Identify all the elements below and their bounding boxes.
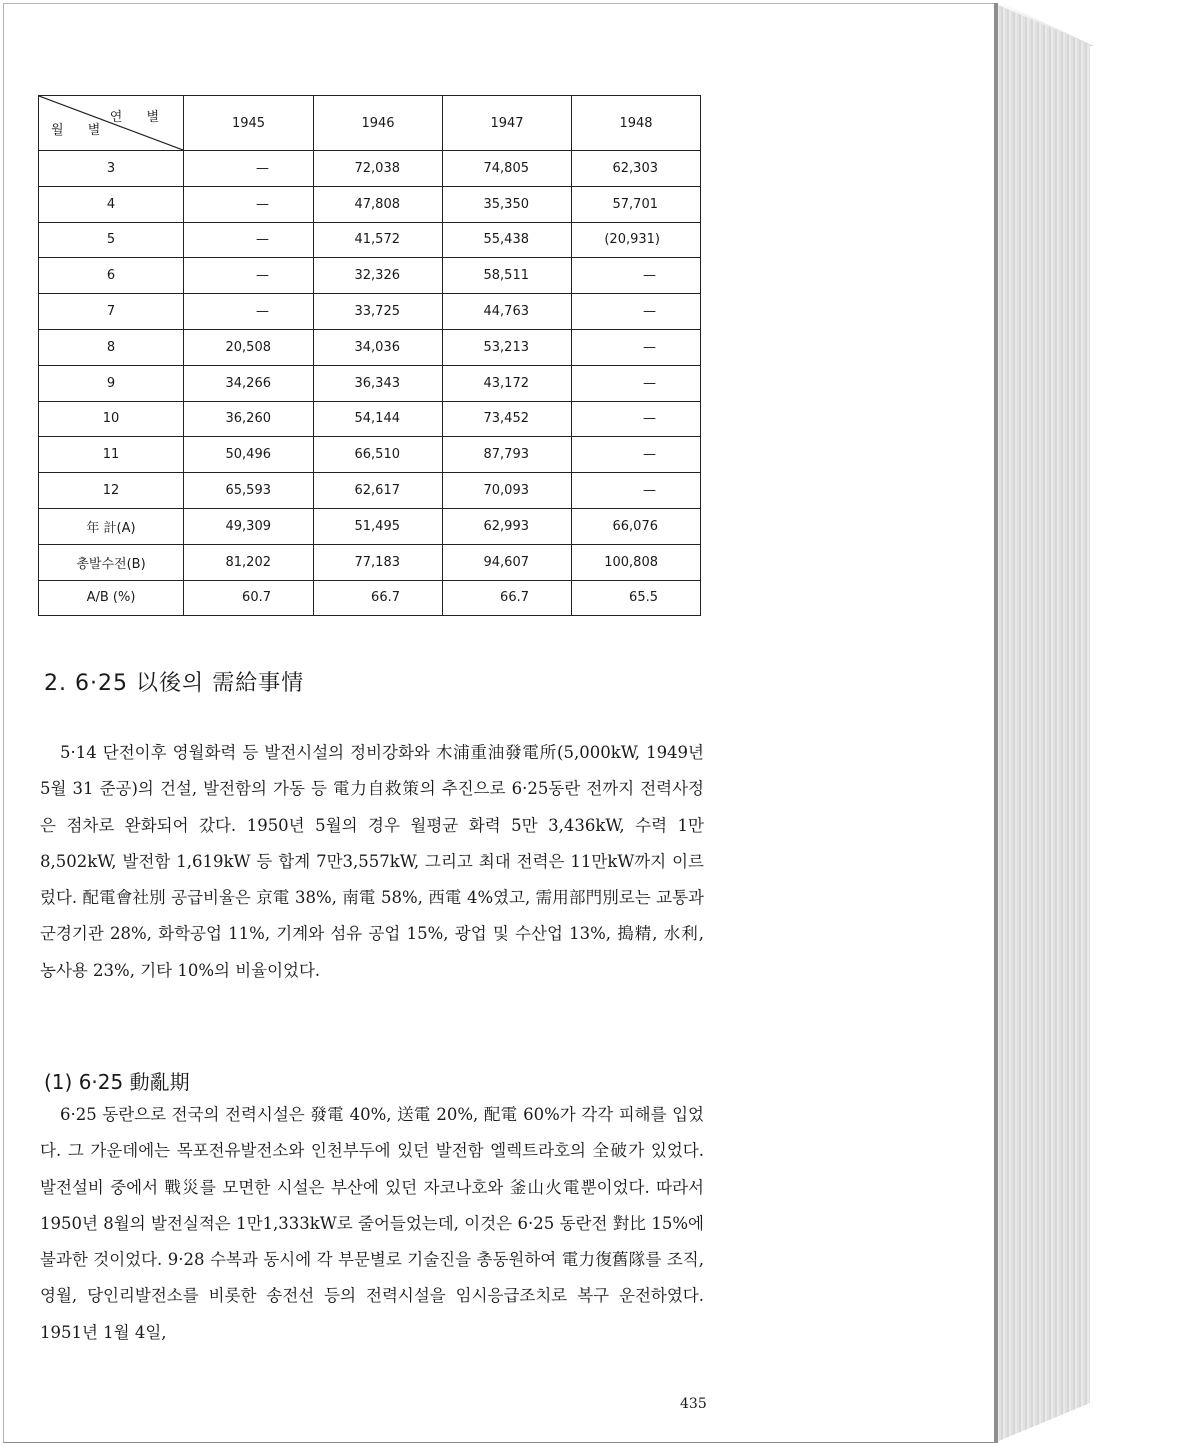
row-label: 12 [39,473,184,509]
row-label: 4 [39,186,184,222]
row-label: 9 [39,365,184,401]
table-cell: 55,438 [443,222,572,258]
row-label: 총발수전(B) [39,544,184,580]
table-cell: (20,931) [572,222,701,258]
table-cell: 57,701 [572,186,701,222]
table-cell: 32,326 [314,258,443,294]
table-cell: 65,593 [184,473,314,509]
table-row [39,258,701,294]
table-cell: 77,183 [314,544,443,580]
section-title: 2. 6·25 以後의 需給事情 [44,671,305,696]
table-cell: — [572,365,701,401]
table-row [39,222,701,258]
corner-year-label: 연 별 [109,110,169,125]
table-cell: 62,617 [314,473,443,509]
page-edge-shadow [994,3,998,1443]
table-cell: 47,808 [314,186,443,222]
year-header: 1946 [314,96,443,151]
paragraph-text: 6·25 동란으로 전국의 전력시설은 發電 40%, 送電 20%, 配電 60%가 각각 피해를 입었다. 그 가운데에는 목포전유발전소와 인천부두에 있던 발전함 엘렉트라호의 全破가 있었다. 발전설비 중에서 戰災를 모면한 시설은 부산에 있던 자코나호와 釜山火電뿐이었다. 따라서 1950년 8월의 발전실적은 1만1,333kW로 줄어들었는데, 이것은 6·25 동란전 對比 15%에 불과한 것이었다. 9·28 수복과 동시에 각 부문별로 기술진을 총동원하여 電力復舊隊를 조직, 영월, 당인리발전소를 비롯한 송전선 등의 전력시설을 임시응급조치로 복구 운전하였다. 1951년 1월 4일, [40,1105,704,1342]
paragraph [40,1097,704,1351]
table-cell: — [572,401,701,437]
table-cell: — [184,186,314,222]
table-row [39,186,701,222]
table-cell: 87,793 [443,437,572,473]
table-row [39,437,701,473]
table-cell: 43,172 [443,365,572,401]
row-label: 5 [39,222,184,258]
table-row [39,401,701,437]
table-cell: 72,038 [314,151,443,187]
table-row [39,365,701,401]
table-row-ratio [39,580,701,616]
table-cell: 73,452 [443,401,572,437]
table-cell: 50,496 [184,437,314,473]
subsection-title: (1) 6·25 動亂期 [44,1070,190,1094]
table-cell: — [184,258,314,294]
row-label: 8 [39,329,184,365]
power-data-table [38,95,701,616]
table-cell: 62,993 [443,508,572,544]
table-cell: 20,508 [184,329,314,365]
table-row [39,473,701,509]
table-cell: 36,260 [184,401,314,437]
table-row [39,151,701,187]
table-cell: — [572,329,701,365]
table-cell: 33,725 [314,294,443,330]
row-label: 10 [39,401,184,437]
table-cell: 44,763 [443,294,572,330]
table-cell: 34,036 [314,329,443,365]
table-cell: 60.7 [184,580,314,616]
table-cell: 66,510 [314,437,443,473]
row-label: 11 [39,437,184,473]
table-cell: 62,303 [572,151,701,187]
table-corner-cell [39,96,184,151]
table-cell: 41,572 [314,222,443,258]
table-row [39,329,701,365]
table-cell: 54,144 [314,401,443,437]
table-cell: 81,202 [184,544,314,580]
year-header: 1948 [572,96,701,151]
table-cell: 94,607 [443,544,572,580]
table-cell: 66.7 [443,580,572,616]
row-label: 7 [39,294,184,330]
page-stack-edge [994,3,1090,1443]
row-label: 年 計(A) [39,508,184,544]
table-cell: 58,511 [443,258,572,294]
table-cell: 70,093 [443,473,572,509]
table-cell: 51,495 [314,508,443,544]
row-label: 3 [39,151,184,187]
row-label: 6 [39,258,184,294]
table-cell: 74,805 [443,151,572,187]
paragraph [40,735,704,989]
table-cell: 53,213 [443,329,572,365]
table-row-annual-total [39,508,701,544]
row-label: A/B (%) [39,580,184,616]
table-cell: — [572,294,701,330]
table-cell: — [184,294,314,330]
table-cell: 34,266 [184,365,314,401]
table-cell: — [572,258,701,294]
corner-month-label: 월 별 [51,123,111,138]
table-row [39,294,701,330]
table-cell: — [184,151,314,187]
table-cell: 36,343 [314,365,443,401]
table-cell: 65.5 [572,580,701,616]
table-cell: 35,350 [443,186,572,222]
table-cell: 66,076 [572,508,701,544]
table-cell: — [184,222,314,258]
paragraph-text: 5·14 단전이후 영월화력 등 발전시설의 정비강화와 木浦重油發電所(5,000kW, 1949년 5월 31 준공)의 건설, 발전함의 가동 등 電力自救策의 추진으로 6·25동란 전까지 전력사정은 점차로 완화되어 갔다. 1950년 5월의 경우 월평균 화력 5만 3,436kW, 수력 1만8,502kW, 발전함 1,619kW 등 합계 7만3,557kW, 그리고 최대 전력은 11만kW까지 이르렀다. 配電會社別 공급비율은 京電 38%, 南電 58%, 西電 4%였고, 需用部門別로는 교통과 군경기관 28%, 화학공업 11%, 기계와 섬유 공업 15%, 광업 및 수산업 13%, 搗精, 水利, 농사용 23%, 기타 10%의 비율이었다. [40,743,704,980]
table-cell: 49,309 [184,508,314,544]
page-number: 435 [680,1396,707,1412]
table-cell: — [572,473,701,509]
year-header: 1945 [184,96,314,151]
table-cell: 100,808 [572,544,701,580]
table-row-total-supply [39,544,701,580]
table-cell: 66.7 [314,580,443,616]
table-header-row [39,96,701,151]
table-cell: — [572,437,701,473]
year-header: 1947 [443,96,572,151]
